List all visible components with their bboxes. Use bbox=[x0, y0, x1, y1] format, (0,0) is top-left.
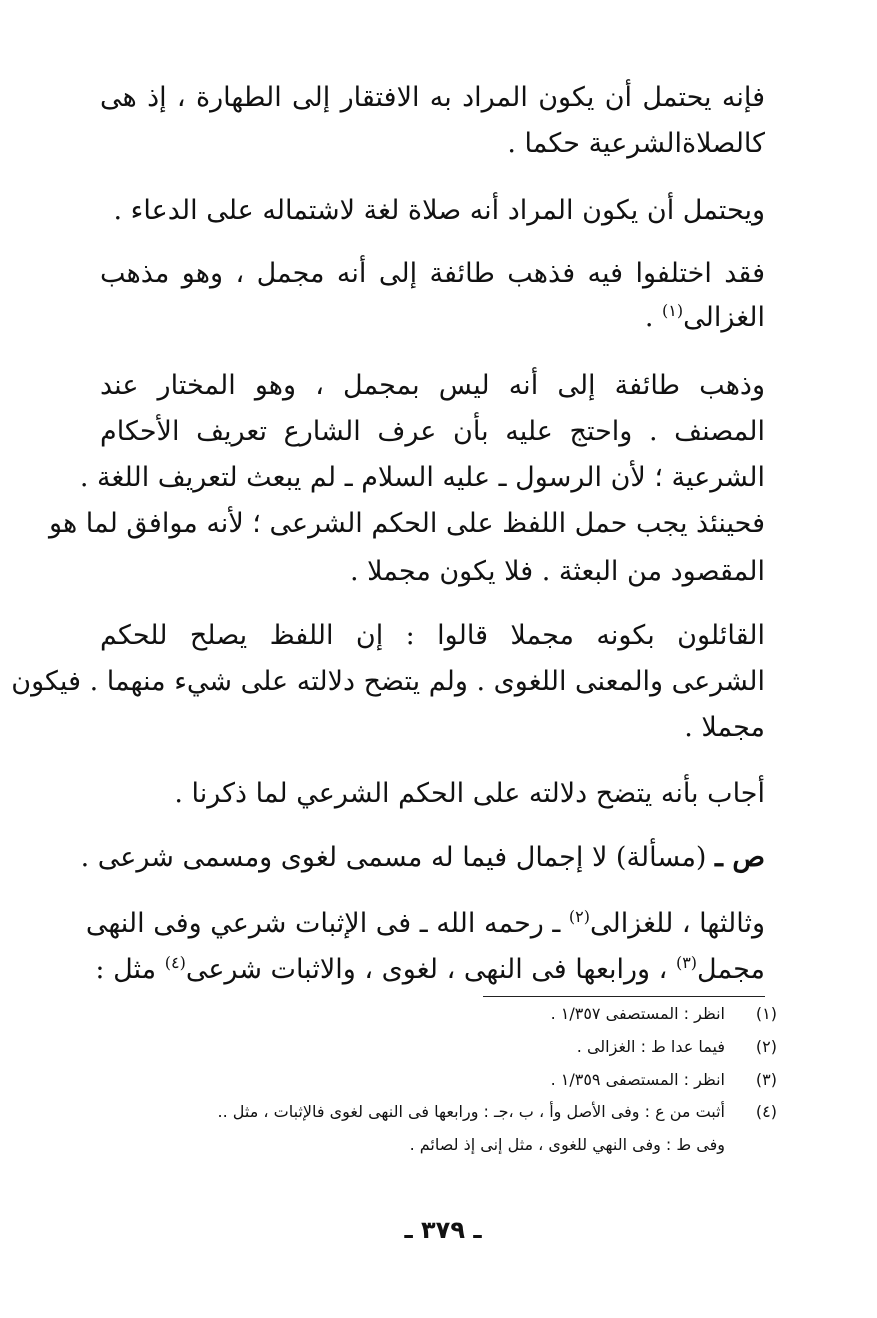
paragraph-8-line-2 bbox=[95, 950, 765, 990]
footnote-number: (٢) bbox=[755, 1037, 777, 1056]
paragraph-8-line-1 bbox=[85, 904, 765, 944]
paragraph-8-text-c: مجمل bbox=[697, 954, 765, 985]
footnote-ref-2: (٢) bbox=[568, 907, 590, 926]
paragraph-8-text-b: ـ رحمه الله ـ فى الإثبات شرعي وفى النهى bbox=[85, 908, 569, 939]
footnote-4-continuation: وفى ط : وفى النهي للغوى ، مثل إنى إذ لصائم . bbox=[409, 1135, 725, 1154]
paragraph-8-text-d: ، ورابعها فى النهى ، لغوى ، والاثبات شرعى bbox=[185, 954, 676, 985]
footnote-text: انظر : المستصفى ١/٣٥٩ . bbox=[550, 1070, 725, 1089]
paragraph-7-text: (مسألة) لا إجمال فيما له مسمى لغوى ومسمى شرعى . bbox=[80, 842, 716, 873]
paragraph-4-line-5: المقصود من البعثة . فلا يكون مجملا . bbox=[350, 556, 765, 587]
paragraph-3-line-2 bbox=[645, 298, 765, 338]
page-number: ـ ٣٧٩ ـ bbox=[404, 1216, 482, 1244]
paragraph-8-text-a: وثالثها ، للغزالى bbox=[589, 908, 765, 939]
footnote-number: (٤) bbox=[755, 1102, 777, 1121]
footnote-2 bbox=[577, 1036, 777, 1058]
footnote-4 bbox=[218, 1101, 777, 1123]
footnote-text: انظر : المستصفى ١/٣٥٧ . bbox=[550, 1004, 725, 1023]
paragraph-3-line-1: فقد اختلفوا فيه فذهب طائفة إلى أنه مجمل ، وهو مذهب bbox=[100, 258, 765, 289]
paragraph-4-line-2: المصنف . واحتج عليه بأن عرف الشارع تعريف الأحكام bbox=[100, 416, 765, 447]
footnote-1 bbox=[551, 1003, 777, 1025]
paragraph-5-line-3: مجملا . bbox=[684, 712, 765, 743]
paragraph-4-line-3: الشرعية ؛ لأن الرسول ـ عليه السلام ـ لم يبعث لتعريف اللغة . bbox=[79, 462, 765, 493]
paragraph-4-line-1: وذهب طائفة إلى أنه ليس بمجمل ، وهو المختار عند bbox=[100, 370, 765, 401]
footnote-3 bbox=[551, 1069, 777, 1091]
section-marker: ص ـ bbox=[715, 842, 765, 873]
paragraph-3-text: الغزالى bbox=[683, 302, 765, 333]
paragraph-6-line-1: أجاب بأنه يتضح دلالته على الحكم الشرعي لما ذكرنا . bbox=[174, 778, 765, 809]
footnote-ref-1: (١) bbox=[662, 301, 684, 320]
paragraph-5-line-1: القائلون بكونه مجملا قالوا : إن اللفظ يصلح للحكم bbox=[100, 620, 765, 651]
footnote-text: أثبت من ع : وفى الأصل وأ ، ب ،جـ : ورابعها فى النهى لغوى فالإثبات ، مثل .. bbox=[217, 1102, 725, 1121]
paragraph-3-end: . bbox=[644, 302, 663, 333]
paragraph-1-line-2: كالصلاةالشرعية حكما . bbox=[507, 128, 765, 159]
footnote-ref-3: (٣) bbox=[675, 953, 698, 972]
footnote-ref-4: (٤) bbox=[164, 953, 186, 972]
footnote-separator bbox=[483, 996, 765, 997]
footnote-text: فيما عدا ط : الغزالى . bbox=[576, 1037, 725, 1056]
footnote-number: (٣) bbox=[755, 1070, 777, 1089]
paragraph-2-line-1: ويحتمل أن يكون المراد أنه صلاة لغة لاشتماله على الدعاء . bbox=[113, 195, 765, 226]
paragraph-5-line-2: الشرعى والمعنى اللغوى . ولم يتضح دلالته على شيء منهما . فيكون bbox=[11, 666, 765, 697]
paragraph-7-line-1 bbox=[81, 838, 765, 878]
footnote-number: (١) bbox=[755, 1004, 777, 1023]
paragraph-1-line-1: فإنه يحتمل أن يكون المراد به الافتقار إلى الطهارة ، إذ هى bbox=[100, 82, 765, 113]
paragraph-8-text-e: مثل : bbox=[95, 954, 165, 985]
paragraph-4-line-4: فحينئذ يجب حمل اللفظ على الحكم الشرعى ؛ لأنه موافق لما هو bbox=[49, 508, 765, 539]
